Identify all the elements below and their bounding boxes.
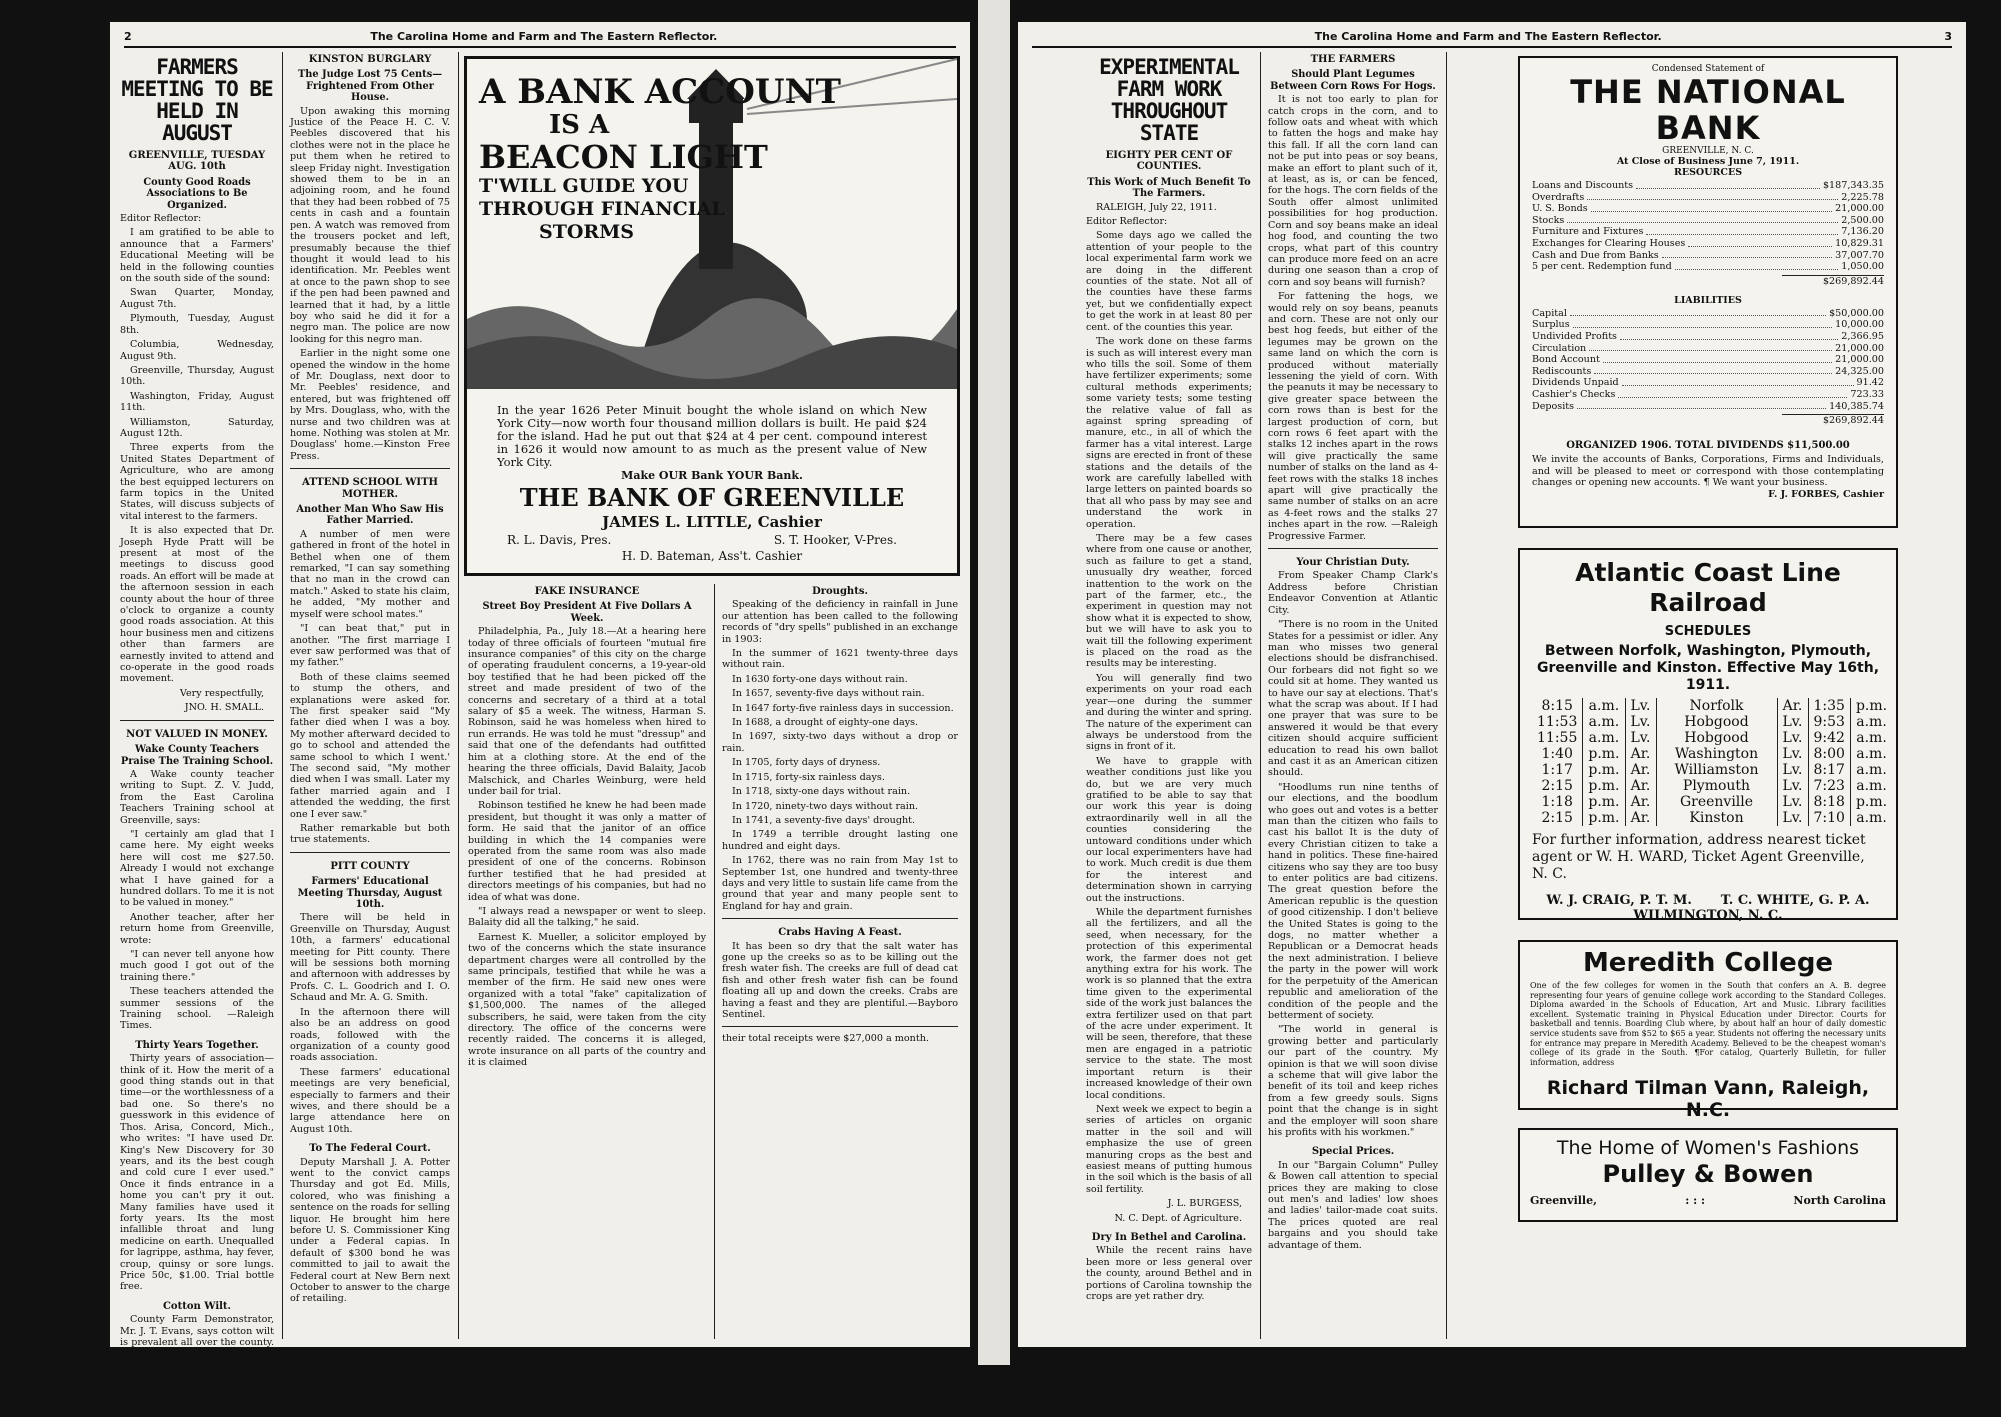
paragraph: "I can beat that," put in another. "The first marriage I ever saw performed was that of my father." [290,623,450,669]
statement-row [1532,261,1884,273]
paragraph: You will generally find two experiments on your road each year—one during the summer and during the winter and spring. The nature of the experiment can always be understood from the signs in front of it. [1086,672,1252,753]
paragraph: From Speaker Champ Clark's Address before Christian Endeavor Convention at Atlantic City. [1268,570,1438,616]
paragraph: Speaking of the deficiency in rainfall in June our attention has been called to the following records of "dry spells" published in an exchange in 1903: [722,599,958,645]
list-item: In 1630 forty-one days without rain. [732,673,908,685]
list-item: In 1705, forty days of dryness. [732,757,881,769]
statement-row [1532,238,1884,250]
headline-experimental-farm: EXPERIMENTAL FARM WORK THROUGHOUT STATE [1099,55,1239,145]
schedule-cell-station: Norfolk [1656,698,1777,714]
paragraph: I am gratified to be able to announce that a Farmers' Educational Meeting will be held in the following counties on the south side of the sound: [120,227,274,285]
headline-attend-school: ATTEND SCHOOL WITH MOTHER. [301,477,438,500]
paragraph: Earnest K. Mueller, a solicitor employed by two of the concerns which the state insurance department charges were all controlled by the same principals, testified that while he was a member of the firm. He said new ones were organized with a total "fake" capitalization of $1,500,000. The names of the alleged subscribers, he said, were taken from the city directory. The office of the concerns were recently raided. The concerns it is alleged, wrote insurance on all parts of the country and it is claimed [468,931,706,1069]
statement-row [1532,319,1884,331]
schedule-cell-m1: p.m. [1583,746,1625,762]
signature: JNO. H. SMALL. [184,702,264,714]
schedule-cell-d2: Lv. [1777,778,1808,794]
schedule-cell-d1: Ar. [1625,794,1656,810]
schedule-cell-t1: 1:18 [1532,794,1583,810]
paragraph: While the department furnishes all the fertilizers, and all the seed, when necessary, for the protection of this experimental work, the farmer does not get anything extra for his work. The work is so planned that the extra time given to the experimental side of the work just balances the extra fertilizer used on that part of the acre under experiment. It will be seen, therefore, that these men are engaged in a patriotic service to the state. The most important return is their increased knowledge of their own local conditions. [1086,907,1252,1101]
schedule-cell-t2: 1:35 [1808,698,1850,714]
schedule-cell-m2: p.m. [1855,794,1888,810]
statement-label: Circulation [1532,342,1587,354]
left-col-1 [114,52,280,1417]
pb-city: Greenville, [1530,1194,1597,1207]
pb-line1: The Home of Women's Fashions [1556,1137,1860,1159]
bank-of-greenville-ad [464,56,960,576]
statement-label: Rediscounts [1532,365,1592,377]
statement-label: Undivided Profits [1532,330,1617,342]
nb-name: THE NATIONAL BANK [1570,73,1846,147]
paragraph: Another teacher, after her return home from Greenville, wrote: [120,911,274,946]
right-page-number: 3 [1944,30,1952,43]
schedule-cell-m1: p.m. [1583,778,1625,794]
mc-body: One of the few colleges for women in the South that confers an A. B. degree representing four years of genuine college work according to the Standard Colleges. Diploma awarded in the Schools of Education, Art and Music. Library facilities excellent. Systematic training in Physical Education under Director. Courts for basketball and tennis. Boarding Club where, by about half an hour of daily domestic service students save from $52 to $65 a year. Students not offering the necessary units for entrance may prepare in Meredith Academy. Believed to be the cheapest woman's college of its grade in the South. ¶For catalog, Quarterly Bulletin, for fuller information, address [1530,981,1886,1067]
statement-value: 21,000.00 [1835,203,1884,215]
statement-label: 5 per cent. Redemption fund [1532,261,1672,273]
statement-label: Dividends Unpaid [1532,377,1619,389]
statement-value: $187,343.35 [1822,180,1884,191]
subhead: Farmers' Educational Meeting Thursday, August 10th. [297,876,443,911]
nb-kicker: Condensed Statement of [1651,64,1765,74]
statement-value: 10,829.31 [1835,237,1884,249]
mc-president: Richard Tilman Vann, Raleigh, N.C. [1546,1077,1870,1122]
ad-line: THROUGH FINANCIAL [479,198,725,220]
ad-cashier: JAMES L. LITTLE, Cashier [602,513,822,531]
subhead: Should Plant Legumes Between Corn Rows For Hogs. [1270,69,1436,92]
schedule-row [1532,698,1892,714]
pb-colons: : : : [1685,1194,1706,1207]
statement-label: Exchanges for Clearing Houses [1532,237,1686,249]
paragraph: "There is no room in the United States for a pessimist or idler. Any man who misses two general elections should be disfranchised. Our forbears did not fight so we could sit at home. They wanted us to have our say at elections. That's what the scrap was about. If I had one prayer that was sure to be answered it would be that every citizen should acquire sufficient education to read his own ballot and cast it as an American citizen should. [1268,619,1438,779]
schedule-cell-station: Plymouth [1656,778,1777,794]
schedule-cell-m2: a.m. [1856,762,1887,778]
left-page [110,22,970,1417]
left-col-4 [716,584,964,1339]
dek: EIGHTY PER CENT OF COUNTIES. [1105,150,1233,173]
list-item: In the summer of 1621 twenty-three days without rain. [722,648,958,671]
statement-row [1532,377,1884,389]
statement-value: 37,007.70 [1835,249,1884,261]
paragraph: Deputy Marshall J. A. Potter went to the convict camps Thursday and got Ed. Mills, colored, who was finishing a sentence on the roads for selling liquor. He brought him here before U. S. Commissioner King under a Federal capias. In default of $300 bond he was committed to jail to await the Federal court at New Bern next October to answer to the charge of retailing. [290,1156,450,1305]
right-col-2 [1262,52,1444,1339]
headline-dry-bethel: Dry In Bethel and Carolina. [1091,1231,1247,1243]
statement-label: Capital [1532,307,1567,319]
statement-label: Overdrafts [1532,191,1585,203]
signature-title: N. C. Dept. of Agriculture. [1114,1212,1242,1224]
nb-organized: ORGANIZED 1906. TOTAL DIVIDENDS $11,500.00 [1566,440,1850,452]
salutation: Editor Reflector: [120,213,202,225]
list-item: In 1647 forty-five rainless days in succession. [732,702,954,714]
nb-liabilities-list [1532,308,1884,412]
statement-row [1532,180,1884,192]
schedule-cell-d2: Lv. [1777,794,1808,810]
statement-label: U. S. Bonds [1532,203,1588,215]
headline-special-prices: Special Prices. [1311,1146,1395,1158]
nb-cashier: F. J. FORBES, Cashier [1768,488,1884,500]
statement-row [1532,308,1884,320]
headline-farmers-meeting: FARMERS MEETING TO BE HELD IN AUGUST [121,55,273,145]
schedule-cell-d2: Lv. [1777,762,1808,778]
statement-value: $50,000.00 [1829,307,1884,319]
list-item: In 1715, forty-six rainless days. [732,771,885,783]
paragraph: Upon awaking this morning Justice of the Peace H. C. V. Peebles discovered that his clothes were not in the place he put them when he retired to sleep Friday night. Investigation showed them to be in an adjoining room, and he found that they had been robbed of 75 cents in cash and a fountain pen. A watch was removed from the trousers pocket and left, presumably because the thief thought it would lead to his identification. Mr. Peebles went at once to the pawn shop to see if the pen had been pawned and learned that it had, by a little boy who said he did it for a negro man. The police are now looking for this negro man. [290,105,450,345]
rr-sig-right: T. C. WHITE, G. P. A. [1720,893,1870,908]
subhead: Wake County Teachers Praise The Training School. [120,744,274,767]
schedule-cell-m1: p.m. [1583,810,1625,826]
paragraph: Next week we expect to begin a series of articles on organic matter in the soil and will emphasize the use of green manuring crops as the best and easiest means of putting humous in the soil which is the basis of all soil fertility. [1086,1103,1252,1195]
paragraph: Earlier in the night some one opened the window in the home of Mr. Douglass, next door to Mr. Peebles' residence, and entered, but was frightened off by Mrs. Douglass, who, with the nurse and two children was at home. Nothing was stolen at Mr. Douglass' home.—Kinston Free Press. [290,348,450,462]
statement-row [1532,203,1884,215]
statement-row [1532,389,1884,401]
railroad-ad [1518,548,1898,923]
list-item: In 1720, ninety-two days without rain. [732,800,919,812]
binding-gutter [978,0,1010,1365]
left-col-3 [462,584,712,1339]
salutation: Editor Reflector: [1086,216,1168,228]
schedule-cell-d2: Lv. [1777,746,1808,762]
schedule-line: Williamston, Saturday, August 12th. [120,416,274,439]
schedule-cell-t2: 9:42 [1808,730,1850,746]
nb-invite: We invite the accounts of Banks, Corporations, Firms and Individuals, and will be pleased to meet or correspond with those contemplating changes or opening new accounts. ¶ We want your business. [1532,454,1884,489]
schedule-cell-t2: 8:18 [1808,794,1850,810]
statement-label: Furniture and Fixtures [1532,226,1644,238]
paragraph: We have to grapple with weather conditions just like you do, but we are very much gratified to be able to say that our work this year is doing extraordinarily well in all the counties considering the untoward conditions under which our local experimenters have had to work. Much credit is due them for the interest and determination shown in carrying out the instructions. [1086,755,1252,904]
statement-value: 24,325.00 [1835,365,1884,377]
paragraph: A number of men were gathered in front of the hotel in Bethel when one of them remarked, "I can say something that no man in the crowd can match." Asked to state his claim, he added, "My mother and myself were school mates." [290,528,450,620]
schedule-cell-station: Washington [1656,746,1777,762]
headline-fake-insurance: FAKE INSURANCE [534,586,640,597]
list-item: In 1762, there was no rain from May 1st to September 1st, one hundred and twenty-three days and very little to sustain life came from the ground that year and many people sent to England for hay and grain. [722,855,958,912]
schedule-cell-d1: Lv. [1625,698,1656,714]
left-col-2 [284,52,456,1339]
ad-line: T'WILL GUIDE YOU [479,175,689,197]
schedule-cell-m2: p.m. [1855,698,1888,714]
list-item: In 1741, a seventy-five days' drought. [732,814,916,826]
pb-line2: Pulley & Bowen [1602,1160,1814,1188]
rr-city: WILMINGTON, N. C. [1633,908,1783,923]
schedule-line: Swan Quarter, Monday, August 7th. [120,287,274,310]
schedule-cell-d1: Ar. [1625,810,1656,826]
left-page-number: 2 [124,30,132,43]
schedule-row [1532,746,1892,762]
schedule-cell-t1: 2:15 [1532,810,1583,826]
statement-label: Surplus [1532,319,1570,331]
schedule-cell-station: Kinston [1656,810,1777,826]
schedule-cell-t2: 7:10 [1808,810,1850,826]
closing: Very respectfully, [179,687,264,699]
statement-value: 7,136.20 [1841,226,1884,238]
paragraph: While the recent rains have been more or less general over the county, around Bethel and in portions of Carolina township the crops are yet rather dry. [1086,1245,1252,1302]
paragraph: "I certainly am glad that I came here. My eight weeks here will cost me $27.50. Already I would not exchange what I have gained for a hundred dollars. To me it is not to be valued in money." [120,828,274,909]
statement-row [1532,226,1884,238]
statement-label: Bond Account [1532,354,1600,366]
schedule-cell-t2: 8:17 [1808,762,1850,778]
schedule-cell-t2: 7:23 [1808,778,1850,794]
rr-route: Between Norfolk, Washington, Plymouth, Greenville and Kinston. Effective May 16th, 1911. [1536,643,1880,693]
nb-resources-list [1532,180,1884,273]
national-bank-ad [1518,56,1898,528]
headline-not-valued: NOT VALUED IN MONEY. [126,728,268,740]
statement-row [1532,192,1884,204]
ad-body: In the year 1626 Peter Minuit bought the whole island on which New York City—now worth four thousand million dollars is built. He paid $24 for the island. Had he put out that $24 at 4 per cent. compound interest in 1626 it would now amount to as much as the present value of New York City. [497,403,927,469]
ad-line: BEACON LIGHT [479,138,768,176]
paragraph: A Wake county teacher writing to Supt. Z. V. Judd, from the East Carolina Teachers Training school at Greenville, says: [120,768,274,826]
paragraph: These farmers' educational meetings are very beneficial, especially to farmers and their wives, and there should be a large attendance here on August 10th. [290,1066,450,1135]
rr-title: Atlantic Coast Line Railroad [1575,558,1841,617]
paragraph: It is also expected that Dr. Joseph Hyde Pratt will be present at most of the meetings to discuss good roads. An effort will be made at the afternoon session in each county about the hour of three o'clock to organize a county good roads association. At this hour business men and citizens other than farmers are earnestly invited to attend and co-operate in the good roads movement. [120,525,274,685]
headline-thirty-years: Thirty Years Together. [135,1039,259,1051]
rr-info: For further information, address nearest ticket agent or W. H. WARD, Ticket Agent Greenville, N. C. [1532,832,1866,882]
statement-value: 21,000.00 [1835,354,1884,366]
ad-bank-name: THE BANK OF GREENVILLE [519,483,905,512]
left-running-head [124,30,956,48]
schedule-cell-t1: 11:55 [1532,730,1583,746]
schedule-cell-d1: Lv. [1625,730,1656,746]
statement-value: 2,366.95 [1841,330,1884,342]
paragraph: Robinson testified he knew he had been made president, but thought it was only a matter of form. He said that the janitor of an office building in which the 14 companies were operated from the same room was also made president of one of the concerns. Robinson further testified that he had presided at directors meetings of his companies, but had no idea of what was done. [468,800,706,903]
list-item: In 1718, sixty-one days without rain. [732,786,911,798]
pb-state: North Carolina [1793,1194,1886,1207]
schedule-cell-m1: p.m. [1583,794,1625,810]
statement-label: Stocks [1532,214,1565,226]
dateline: GREENVILLE, TUESDAY AUG. 10th [128,150,266,173]
schedule-cell-m1: a.m. [1583,730,1625,746]
paragraph: The work done on these farms is such as will interest every man who tills the soil. Some of them have fertilizer experiments; some cultural methods experiments; some variety tests; some testing the relative value of fall as against spring spreading of manure, etc., in all of which the farmer has a vital interest. Large signs are erected in front of these stations and the details of the work are carefully labelled with large letters on painted boards so that all who pass by may see and understand the work in operation. [1086,336,1252,530]
statement-row [1532,354,1884,366]
signature: J. L. BURGESS, [1167,1198,1242,1210]
statement-row [1532,215,1884,227]
schedule-cell-t2: 8:00 [1808,746,1850,762]
right-page [1018,22,1966,1347]
statement-value: 140,385.74 [1829,400,1884,412]
statement-value: 2,500.00 [1841,214,1884,226]
ad-tagline: Make OUR Bank YOUR Bank. [621,469,803,482]
schedule-line: Greenville, Thursday, August 10th. [120,364,274,388]
statement-label: Loans and Discounts [1532,180,1634,191]
paragraph: There will be held in Greenville on Thursday, August 10th, a farmers' educational meeting for Pitt county. There will be sessions both morning and afternoon with addresses by Profs. C. L. Goodrich and I. O. Schaud and Mr. A. G. Smith. [290,912,450,1004]
schedule-cell-t1: 1:40 [1532,746,1583,762]
headline-cotton-wilt: Cotton Wilt. [162,1300,232,1312]
paragraph: Some days ago we called the attention of your people to the local experimental farm work we are doing in the different counties of the state. Not all of the counties have these farms yet, but we confidentially expect to get the work in at least 80 per cent. of the counties this year. [1086,230,1252,333]
ad-president: R. L. Davis, Pres. [507,533,612,547]
meredith-college-ad [1518,940,1898,1122]
schedule-cell-t2: 9:53 [1808,714,1850,730]
schedule-cell-d2: Lv. [1777,730,1808,746]
dateline: RALEIGH, July 22, 1911. [1096,201,1217,213]
schedule-cell-d2: Lv. [1777,810,1808,826]
schedule-line: Plymouth, Tuesday, August 8th. [120,313,274,336]
schedule-cell-m1: p.m. [1583,762,1625,778]
paragraph: These teachers attended the summer sessions of the Training school. —Raleigh Times. [120,986,274,1032]
schedule-row [1532,762,1892,778]
paragraph: For fattening the hogs, we would rely on soy beans, peanuts and corn. These are not only our best hog feeds, but either of the legumes may be grown on the same land on which the corn is produced without materially lessening the yield of corn. With the peanuts it may be necessary to give greater space between the corn rows than is best for the largest production of corn, but corn rows 6 feet apart with the stalks 12 inches apart in the rows will give practically the same number of stalks on the land as 4-feet rows with the stalks 18 inches apart will give practically the same number of stalks on an acre as 4-feet rows and the stalks 27 inches apart in the row. —Raleigh Progressive Farmer. [1268,291,1438,542]
subhead: This Work of Much Benefit To The Farmers. [1087,176,1251,200]
statement-label: Cashier's Checks [1532,388,1616,400]
rr-sig-left: W. J. CRAIG, P. T. M. [1546,893,1692,908]
headline-kinston: KINSTON BURGLARY [308,54,432,65]
schedule-cell-d1: Lv. [1625,714,1656,730]
headline-christian-duty: Your Christian Duty. [1296,557,1410,569]
ad-line: A BANK ACCOUNT [479,72,841,112]
paragraph: In our "Bargain Column" Pulley & Bowen call attention to special prices they are making to close out men's and ladies' low shoes and ladies' tailor-made coat suits. The prices quoted are real bargains and you should take advantage of them. [1268,1159,1438,1251]
schedule-cell-m2: a.m. [1856,714,1887,730]
list-item: In 1688, a drought of eighty-one days. [732,717,919,729]
subhead: Street Boy President At Five Dollars A Week. [482,601,692,624]
schedule-cell-d1: Ar. [1625,762,1656,778]
schedule-cell-m2: a.m. [1856,746,1887,762]
continuation: their total receipts were $27,000 a month. [722,1033,929,1045]
paragraph: It has been so dry that the salt water has gone up the creeks so as to be killing out the fresh water fish. The creeks are full of dead cat fish and other fresh water fish can be found floating all up and down the creeks. Crabs are having a feast and they are plentiful.—Bayboro Sentinel. [722,940,958,1020]
headline-pitt-county: PITT COUNTY [330,860,410,872]
subhead: Another Man Who Saw His Father Married. [296,504,444,527]
paragraph: It is not too early to plan for catch crops in the corn, and to follow oats and wheat with which to fatten the hogs and make hay this fall. If all the corn land can not be put into peas or soy beans, make an effort to plant such of it, at least, as is, or can be fenced, for the hogs. The corn fields of the South offer almost unlimited possibilities for hog production. Corn and soy beans make an ideal hog food, and counting the two crops, what part of this country can produce more feed on an acre during one season than a crop of corn and soy beans will furnish? [1268,94,1438,288]
statement-row [1532,343,1884,355]
schedule-row [1532,778,1892,794]
nb-place: GREENVILLE, N. C. [1662,146,1754,156]
left-masthead: The Carolina Home and Farm and The Eastern Reflector. [370,30,718,43]
right-col-1 [1080,52,1258,1339]
schedule-cell-m2: a.m. [1856,730,1887,746]
headline-crabs: Crabs Having A Feast. [778,927,902,939]
statement-value: 723.33 [1850,388,1884,400]
mc-title: Meredith College [1582,948,1834,978]
statement-row [1532,250,1884,262]
schedule-line: Washington, Friday, August 11th. [120,390,274,414]
schedule-cell-m2: a.m. [1856,810,1887,826]
paragraph: "The world in general is growing better and particularly our part of the country. My opinion is that we will soon divise a scheme that will give labor the benefit of its toil and keep riches from a few greedy souls. Signs point that the change is in sight and the employer will soon share his profits with his workmen." [1268,1024,1438,1138]
statement-value: 91.42 [1856,377,1884,389]
subhead: The Judge Lost 75 Cents—Frightened From Other House. [297,69,443,104]
statement-row [1532,401,1884,413]
subhead: County Good Roads Associations to Be Organized. [143,176,251,211]
statement-label: Cash and Due from Banks [1532,249,1659,261]
list-item: In 1697, sixty-two days without a drop or rain. [722,731,958,754]
statement-value: 2,225.78 [1841,191,1884,203]
schedule-cell-m1: a.m. [1583,714,1625,730]
schedule-row [1532,810,1892,826]
schedule-cell-d1: Ar. [1625,746,1656,762]
statement-value: 21,000.00 [1835,342,1884,354]
schedule-cell-m1: a.m. [1583,698,1625,714]
schedule-cell-station: Hobgood [1656,730,1777,746]
schedule-cell-station: Greenville [1656,794,1777,810]
nb-resources-title: RESOURCES [1673,167,1743,178]
schedule-cell-t1: 1:17 [1532,762,1583,778]
nb-date: At Close of Business June 7, 1911. [1616,156,1800,167]
list-item: In 1749 a terrible drought lasting one hundred and eight days. [722,829,958,852]
rr-schedule-table [1532,698,1892,826]
schedule-cell-t1: 8:15 [1532,698,1583,714]
paragraph: In the afternoon there will also be an address on good roads, followed with the organization of a county good roads association. [290,1006,450,1064]
ad-vice-president: S. T. Hooker, V-Pres. [773,533,897,547]
paragraph: Both of these claims seemed to stump the others, and explanations were asked for. The first speaker said "My father died when I was a boy. My mother afterward decided to go to school and attended the same school to which I went.' The second said, "My mother died when I was small. Later my father married again and I attended the wedding, the first one I ever saw." [290,671,450,820]
paragraph: Three experts from the United States Department of Agriculture, who are among the best equipped lecturers on farm topics in the United States, will discuss subjects of vital interest to the farmers. [120,442,274,522]
ad-line: STORMS [539,221,634,243]
right-masthead: The Carolina Home and Farm and The Eastern Reflector. [1314,30,1662,43]
schedule-row [1532,730,1892,746]
statement-row [1532,331,1884,343]
paragraph: Philadelphia, Pa., July 18.—At a hearing here today of three officials of fourteen "mutual fire insurance companies" of this city on the charge of operating fraudulent concerns, a 19-year-old boy testified that he had been picked off the street and made president of two of the concerns and secretary of a third at a total salary of $5 a week. The witness, Harman S. Robinson, said he was homeless when hired to run errands. He was told he must "dressup" and said that one of the defendants had outfitted him at a clothing store. At the end of the hearing the three officials, David Balaity, Jacob Malschick, and Charles Weinburg, were held under bail for trial. [468,626,706,797]
statement-label: Deposits [1532,400,1575,412]
schedule-cell-d1: Ar. [1625,778,1656,794]
list-item: In 1657, seventy-five days without rain. [732,688,925,700]
paragraph: County Farm Demonstrator, Mr. J. T. Evans, says cotton wilt is prevalent all over the county. As yet he has found only one farm that is seriously affected. The cotton on this one being considerably damaged. He also has the matter up with the state department. [120,1314,274,1417]
nb-liabilities-total: $269,892.44 [1782,414,1884,426]
statement-row [1532,366,1884,378]
schedule-cell-d2: Ar. [1777,698,1808,714]
rr-schedules: SCHEDULES [1664,624,1752,639]
paragraph: "Hoodlums run nine tenths of our elections, and the boodlum who goes out and votes is a better man than the citizen who fails to cast his ballot It is the duty of every Christian citizen to take a hand in politics. These fine-haired citizens who say they are too busy to enter politics are bad citizens. The great question before the American republic is the question of good citizenship. I don't believe the United States is going to the dogs, no matter whether a Republican or a Democrat heads the next administration. I believe the party in the power will work for the perpetuity of the American republic and amelioration of the condition of the people and the betterment of society. [1268,781,1438,1021]
schedule-line: Columbia, Wednesday, August 9th. [120,339,274,362]
ad-line: IS A [549,110,610,140]
nb-liabilities-title: LIABILITIES [1674,294,1742,306]
schedule-row [1532,714,1892,730]
headline-the-farmers: THE FARMERS [1310,54,1396,65]
schedule-cell-station: Williamston [1656,762,1777,778]
paragraph: Rather remarkable but both true statements. [290,823,450,846]
ad-assistant: H. D. Bateman, Ass't. Cashier [621,549,803,563]
headline-federal-court: To The Federal Court. [309,1143,431,1155]
right-running-head [1032,30,1952,48]
nb-resources-total: $269,892.44 [1782,275,1884,287]
schedule-cell-d2: Lv. [1777,714,1808,730]
schedule-row [1532,794,1892,810]
schedule-cell-station: Hobgood [1656,714,1777,730]
statement-value: 10,000.00 [1835,319,1884,331]
paragraph: There may be a few cases where from one cause or another, such as failure to get a stand, unusually dry weather, forced inattention to the work on the part of the farmer, etc., the experiment in question may not show what it is expected to show, but we will have to ask you to wait till the following experiment is placed on the road as the results may be interesting. [1086,533,1252,670]
headline-droughts: Droughts. [812,586,868,597]
statement-value: 1,050.00 [1841,261,1884,273]
paragraph: "I can never tell anyone how much good I got out of the training there." [120,949,274,983]
schedule-cell-t1: 11:53 [1532,714,1583,730]
schedule-cell-m2: a.m. [1856,778,1887,794]
pulley-bowen-ad [1518,1128,1898,1222]
schedule-cell-t1: 2:15 [1532,778,1583,794]
paragraph: "I always read a newspaper or went to sleep. Balaity did all the talking," he said. [468,905,706,929]
paragraph: Thirty years of association—think of it. How the merit of a good thing stands out in that time—or the worthlessness of a bad one. So there's no guesswork in this evidence of Thos. Arisa, Concord, Mich., who writes: "I have used Dr. King's New Discovery for 30 years, and its the best cough and cold cure I ever used." Once it finds entrance in a home you can't pry it out. Many families have used it forty years. Its the most infallible throat and lung medicine on earth. Unequalled for lagrippe, asthma, hay fever, croup, quinsy or sore lungs. Price 50c, $1.00. Trial bottle free. [120,1053,274,1293]
